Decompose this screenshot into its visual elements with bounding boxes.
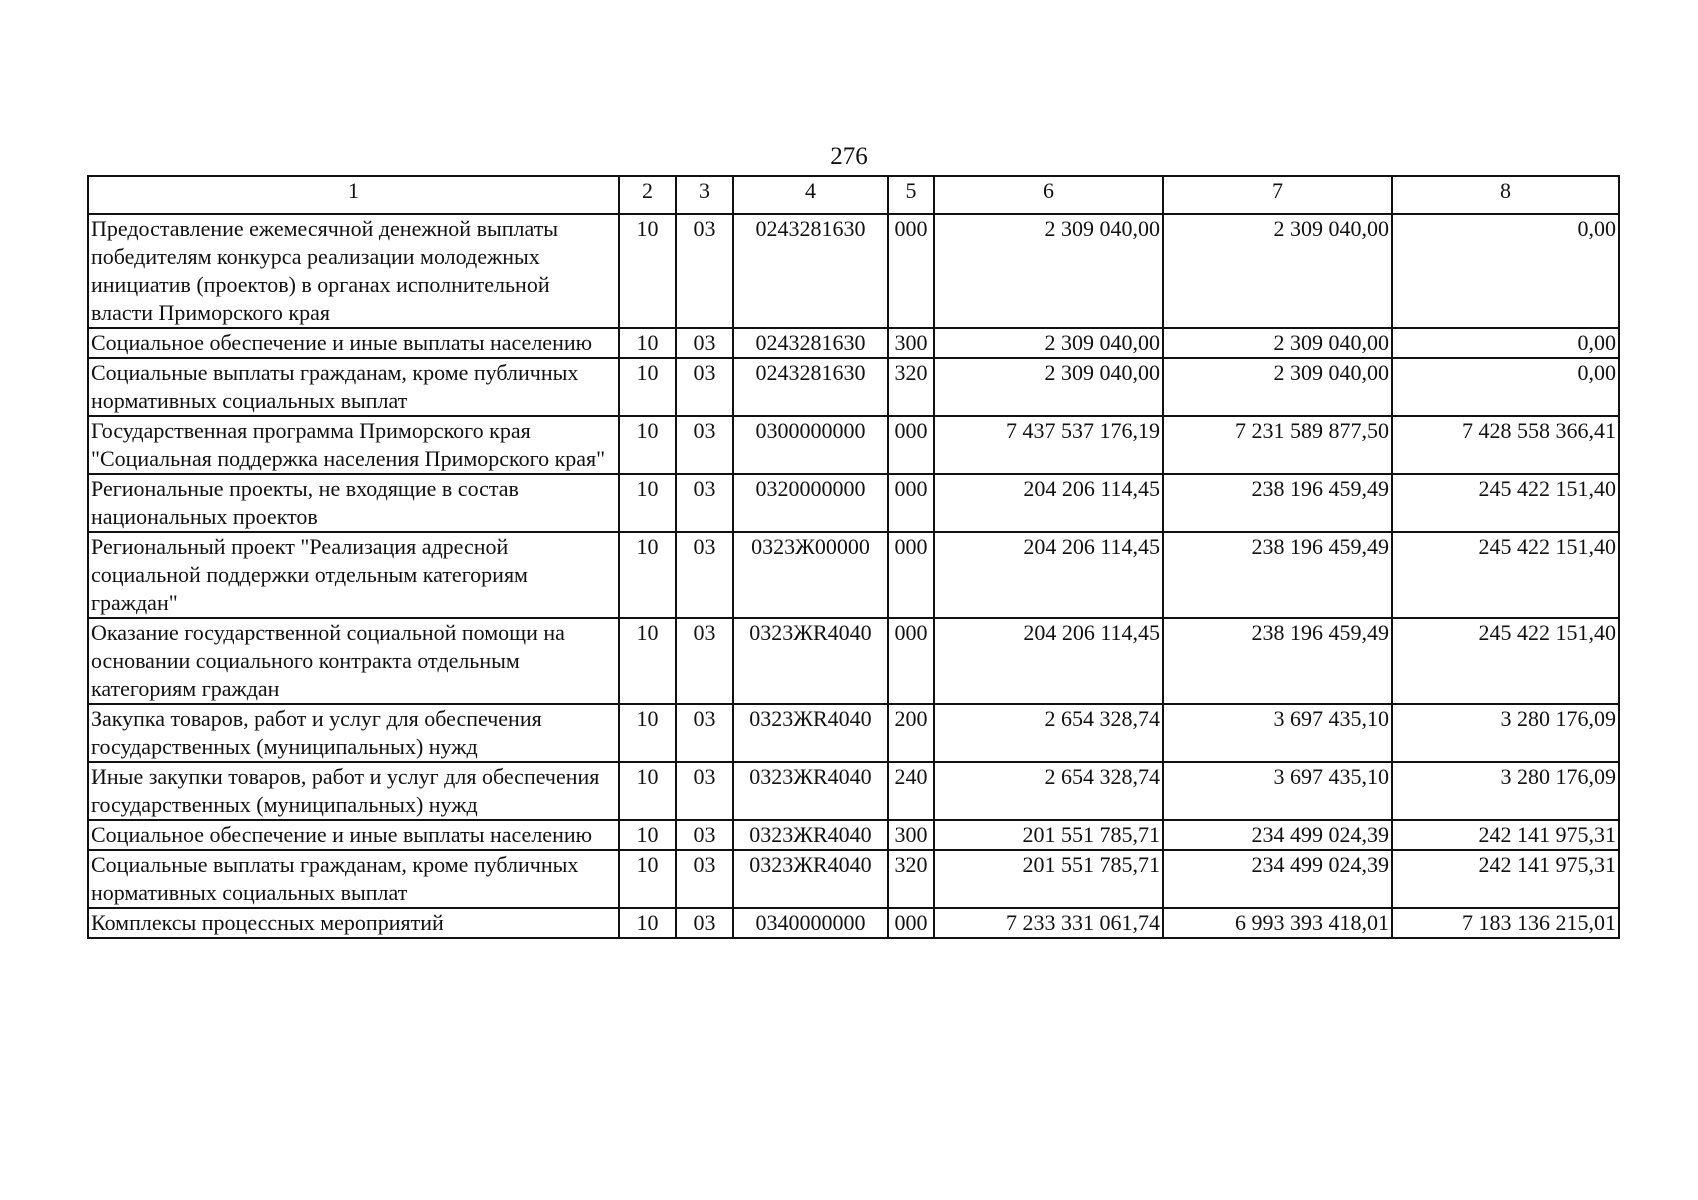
amount-col-7: 2 309 040,00 [1163,358,1392,416]
amount-col-6: 2 309 040,00 [934,328,1163,358]
target-article-code: 0243281630 [733,214,888,328]
amount-col-7: 238 196 459,49 [1163,474,1392,532]
amount-col-7: 234 499 024,39 [1163,850,1392,908]
amount-col-7: 3 697 435,10 [1163,704,1392,762]
subsection-code: 03 [676,850,733,908]
amount-col-8: 7 183 136 215,01 [1392,908,1619,938]
amount-col-6: 2 654 328,74 [934,704,1163,762]
target-article-code: 0340000000 [733,908,888,938]
table-row [88,704,1619,762]
target-article-code: 0243281630 [733,358,888,416]
row-name: Государственная программа Приморского края "Социальная поддержка населения Приморского края" [88,416,619,474]
subsection-code: 03 [676,704,733,762]
amount-col-8: 0,00 [1392,358,1619,416]
table-row [88,908,1619,938]
subsection-code: 03 [676,762,733,820]
section-code: 10 [619,908,676,938]
column-header-3: 3 [676,176,733,214]
expense-type-code: 000 [888,908,934,938]
amount-col-8: 3 280 176,09 [1392,704,1619,762]
table-row [88,416,1619,474]
column-header-8: 8 [1392,176,1619,214]
amount-col-6: 2 309 040,00 [934,358,1163,416]
amount-col-8: 7 428 558 366,41 [1392,416,1619,474]
subsection-code: 03 [676,474,733,532]
amount-col-8: 3 280 176,09 [1392,762,1619,820]
row-name: Региональный проект "Реализация адресной социальной поддержки отдельным категориям граждан" [88,532,619,618]
table-row [88,618,1619,704]
amount-col-6: 7 233 331 061,74 [934,908,1163,938]
expense-type-code: 000 [888,532,934,618]
amount-col-6: 204 206 114,45 [934,618,1163,704]
target-article-code: 0320000000 [733,474,888,532]
row-name: Комплексы процессных мероприятий [88,908,619,938]
table-row [88,214,1619,328]
amount-col-8: 0,00 [1392,328,1619,358]
row-name: Предоставление ежемесячной денежной выплаты победителям конкурса реализации молодежных инициатив (проектов) в органах исполнительной власти Приморского края [88,214,619,328]
expense-type-code: 000 [888,416,934,474]
row-name: Социальное обеспечение и иные выплаты населению [88,820,619,850]
amount-col-7: 234 499 024,39 [1163,820,1392,850]
amount-col-7: 238 196 459,49 [1163,532,1392,618]
target-article-code: 0323Ж00000 [733,532,888,618]
section-code: 10 [619,214,676,328]
subsection-code: 03 [676,820,733,850]
section-code: 10 [619,474,676,532]
column-header-5: 5 [888,176,934,214]
column-header-1: 1 [88,176,619,214]
row-name: Социальное обеспечение и иные выплаты населению [88,328,619,358]
amount-col-8: 245 422 151,40 [1392,532,1619,618]
subsection-code: 03 [676,908,733,938]
amount-col-7: 238 196 459,49 [1163,618,1392,704]
amount-col-8: 245 422 151,40 [1392,474,1619,532]
target-article-code: 0323ЖR4040 [733,704,888,762]
subsection-code: 03 [676,328,733,358]
amount-col-6: 2 309 040,00 [934,214,1163,328]
amount-col-6: 201 551 785,71 [934,820,1163,850]
table-row [88,762,1619,820]
row-name: Закупка товаров, работ и услуг для обеспечения государственных (муниципальных) нужд [88,704,619,762]
section-code: 10 [619,358,676,416]
amount-col-6: 201 551 785,71 [934,850,1163,908]
amount-col-6: 7 437 537 176,19 [934,416,1163,474]
subsection-code: 03 [676,214,733,328]
expense-type-code: 000 [888,214,934,328]
section-code: 10 [619,704,676,762]
expense-type-code: 320 [888,358,934,416]
expense-type-code: 000 [888,474,934,532]
subsection-code: 03 [676,358,733,416]
expense-type-code: 300 [888,820,934,850]
expense-type-code: 300 [888,328,934,358]
amount-col-6: 204 206 114,45 [934,532,1163,618]
amount-col-8: 242 141 975,31 [1392,820,1619,850]
expense-type-code: 000 [888,618,934,704]
row-name: Социальные выплаты гражданам, кроме публичных нормативных социальных выплат [88,850,619,908]
table-row [88,532,1619,618]
target-article-code: 0323ЖR4040 [733,618,888,704]
header-row [88,176,1619,214]
row-name: Социальные выплаты гражданам, кроме публичных нормативных социальных выплат [88,358,619,416]
subsection-code: 03 [676,618,733,704]
expense-type-code: 200 [888,704,934,762]
target-article-code: 0323ЖR4040 [733,820,888,850]
row-name: Иные закупки товаров, работ и услуг для обеспечения государственных (муниципальных) нужд [88,762,619,820]
table-row [88,328,1619,358]
subsection-code: 03 [676,532,733,618]
table-row [88,474,1619,532]
target-article-code: 0300000000 [733,416,888,474]
amount-col-8: 242 141 975,31 [1392,850,1619,908]
page-number: 276 [830,143,868,170]
amount-col-6: 2 654 328,74 [934,762,1163,820]
target-article-code: 0243281630 [733,328,888,358]
amount-col-7: 2 309 040,00 [1163,214,1392,328]
amount-col-6: 204 206 114,45 [934,474,1163,532]
amount-col-8: 245 422 151,40 [1392,618,1619,704]
section-code: 10 [619,618,676,704]
section-code: 10 [619,820,676,850]
table-row [88,358,1619,416]
target-article-code: 0323ЖR4040 [733,850,888,908]
amount-col-7: 7 231 589 877,50 [1163,416,1392,474]
section-code: 10 [619,416,676,474]
expense-type-code: 240 [888,762,934,820]
column-header-7: 7 [1163,176,1392,214]
column-header-2: 2 [619,176,676,214]
amount-col-8: 0,00 [1392,214,1619,328]
amount-col-7: 6 993 393 418,01 [1163,908,1392,938]
target-article-code: 0323ЖR4040 [733,762,888,820]
table-row [88,820,1619,850]
section-code: 10 [619,850,676,908]
budget-table [87,175,1620,939]
section-code: 10 [619,328,676,358]
column-header-6: 6 [934,176,1163,214]
amount-col-7: 3 697 435,10 [1163,762,1392,820]
amount-col-7: 2 309 040,00 [1163,328,1392,358]
section-code: 10 [619,762,676,820]
row-name: Региональные проекты, не входящие в состав национальных проектов [88,474,619,532]
expense-type-code: 320 [888,850,934,908]
section-code: 10 [619,532,676,618]
row-name: Оказание государственной социальной помощи на основании социального контракта отдельным категориям граждан [88,618,619,704]
column-header-4: 4 [733,176,888,214]
subsection-code: 03 [676,416,733,474]
table-row [88,850,1619,908]
